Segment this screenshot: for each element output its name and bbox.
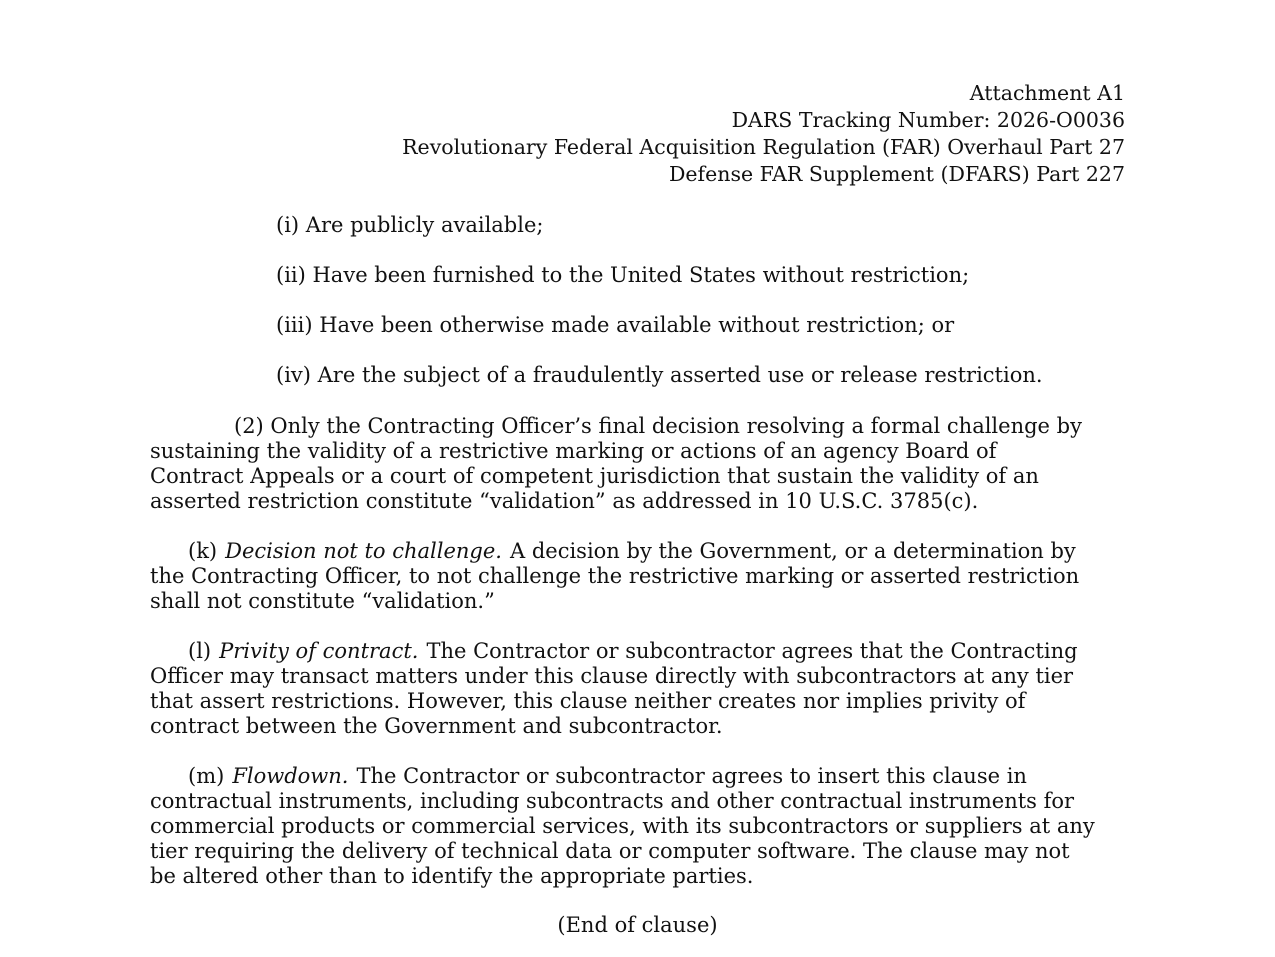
paragraph-line: sustaining the validity of a restrictive marking or actions of an agency Board of	[150, 439, 997, 463]
paragraph-line: commercial products or commercial services, with its subcontractors or suppliers at any	[150, 814, 1095, 838]
paragraph-line: shall not constitute “validation.”	[150, 589, 495, 613]
tracking-number: DARS Tracking Number: 2026-O0036	[731, 108, 1125, 132]
paragraph-line: the Contracting Officer, to not challenge the restrictive marking or asserted restriction	[150, 564, 1080, 588]
paragraph-line: (2) Only the Contracting Officer’s final decision resolving a formal challenge by	[234, 414, 1082, 438]
list-item-iv: (iv) Are the subject of a fraudulently asserted use or release restriction.	[276, 363, 1043, 387]
paragraph-line: tier requiring the delivery of technical data or computer software. The clause may not	[150, 839, 1070, 863]
paragraph-heading: Decision not to challenge.	[225, 539, 502, 563]
far-part-title: Revolutionary Federal Acquisition Regulation (FAR) Overhaul Part 27	[402, 135, 1125, 159]
paragraph-line: Officer may transact matters under this clause directly with subcontractors at any tier	[150, 664, 1074, 688]
paragraph-k	[150, 539, 1130, 614]
list-item-ii: (ii) Have been furnished to the United States without restriction;	[276, 263, 970, 287]
paragraph-line: that assert restrictions. However, this clause neither creates nor implies privity of	[150, 689, 1026, 713]
paragraph-line: be altered other than to identify the appropriate parties.	[150, 864, 754, 888]
paragraph-line: The Contractor or subcontractor agrees to insert this clause in	[356, 764, 1027, 788]
paragraph-label: (m)	[188, 764, 225, 788]
document-header	[402, 80, 1125, 188]
paragraph-label: (k)	[188, 539, 218, 563]
paragraph-m	[150, 764, 1130, 889]
paragraph-line: asserted restriction constitute “validation” as addressed in 10 U.S.C. 3785(c).	[150, 489, 979, 513]
paragraph-line: A decision by the Government, or a determination by	[509, 539, 1076, 563]
end-of-clause: (End of clause)	[557, 913, 718, 937]
list-item-iii: (iii) Have been otherwise made available without restriction; or	[276, 313, 955, 337]
list-item-i: (i) Are publicly available;	[276, 213, 544, 237]
paragraph-heading: Privity of contract.	[219, 639, 419, 663]
paragraph-line: contractual instruments, including subcontracts and other contractual instruments for	[150, 789, 1075, 813]
paragraph-label: (l)	[188, 639, 212, 663]
paragraph-heading: Flowdown.	[232, 764, 349, 788]
attachment-label: Attachment A1	[969, 81, 1125, 105]
paragraph-line: contract between the Government and subcontractor.	[150, 714, 723, 738]
paragraph-2	[150, 414, 1130, 514]
dfars-part-title: Defense FAR Supplement (DFARS) Part 227	[668, 162, 1125, 186]
restriction-list	[276, 212, 1043, 412]
paragraph-line: Contract Appeals or a court of competent jurisdiction that sustain the validity of an	[150, 464, 1039, 488]
paragraph-line: The Contractor or subcontractor agrees that the Contracting	[426, 639, 1078, 663]
paragraph-l	[150, 639, 1130, 739]
